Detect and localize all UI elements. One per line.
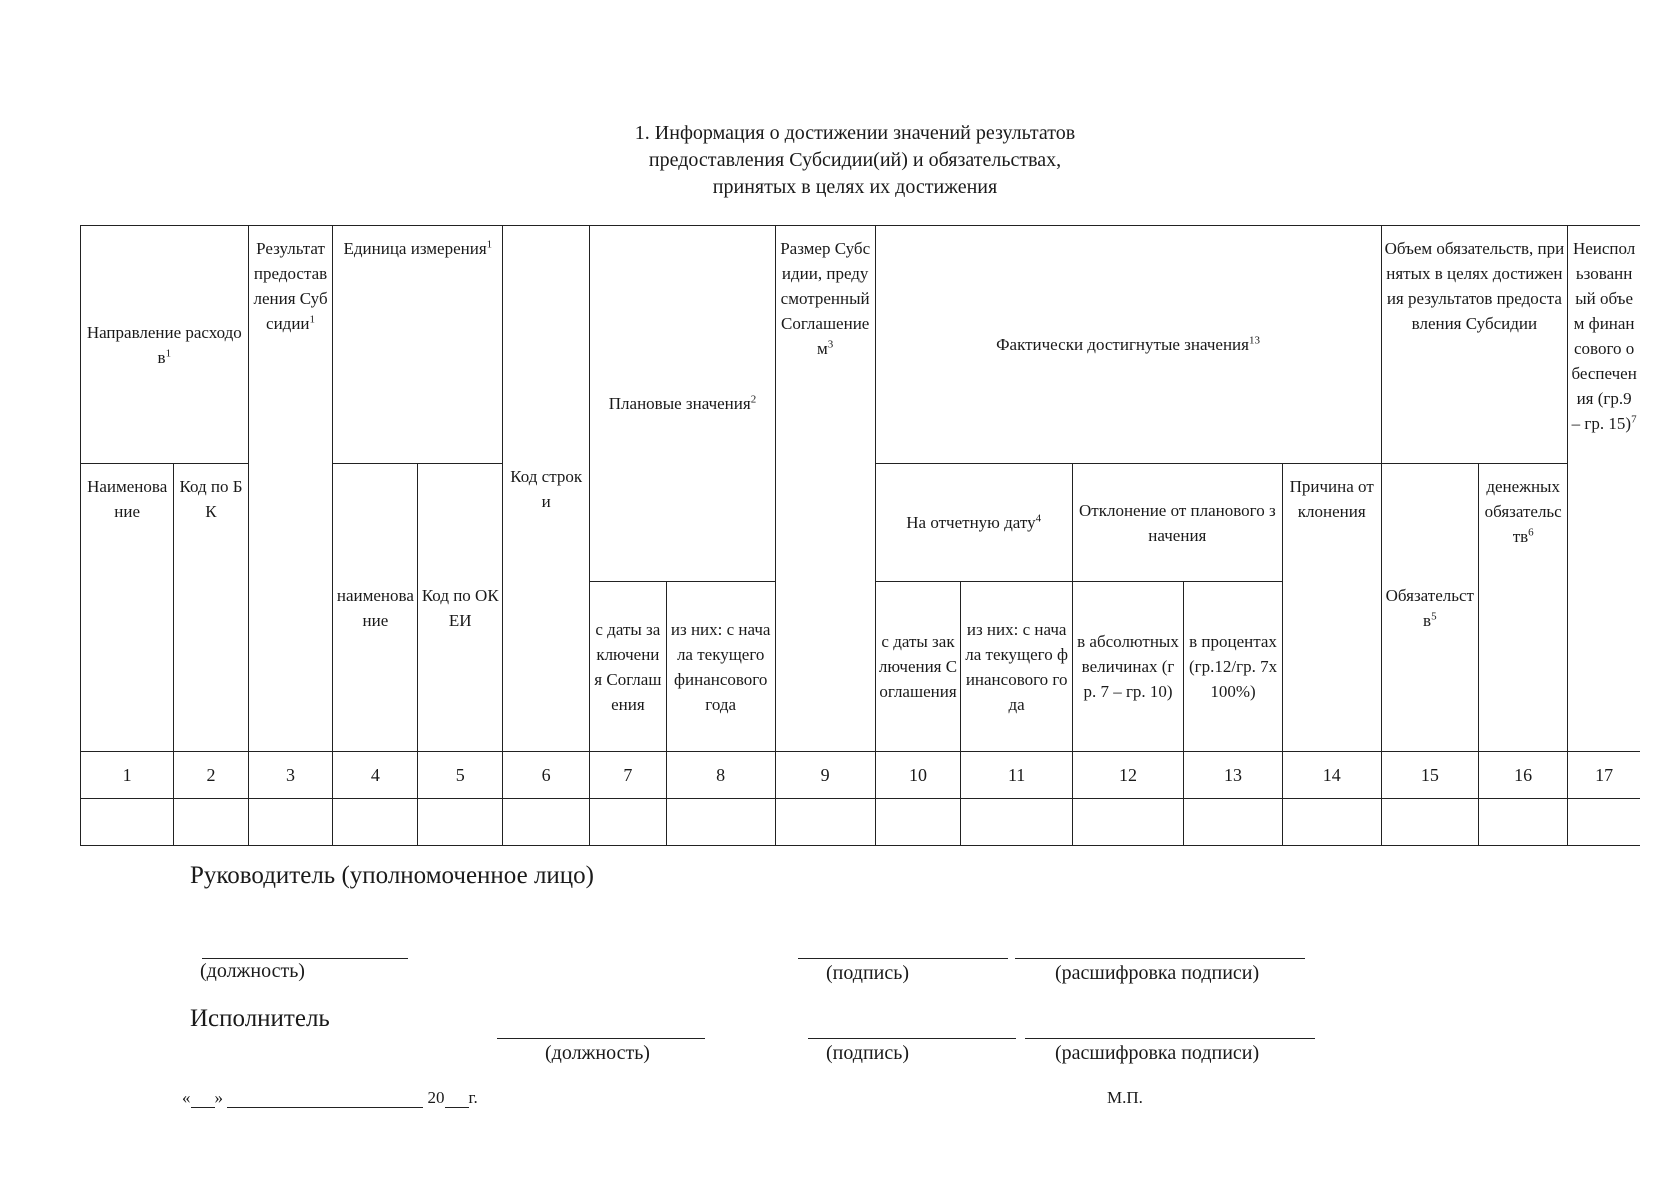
mp-stamp-place: М.П. — [1107, 1088, 1143, 1107]
header-fakt-iz-nih: из них: с начала текущего финансового года — [961, 582, 1072, 752]
title-line-2: предоставления Субсидии(ий) и обязательствах, — [648, 149, 1062, 171]
header-v-absolyutnyh: в абсолютных величинах (гр. 7 – гр. 10) — [1072, 582, 1183, 752]
data-cell[interactable] — [174, 799, 248, 846]
data-cell[interactable] — [875, 799, 961, 846]
column-number-row — [81, 752, 1641, 799]
header-denezhnyh-obyazatelstv: денежных обязательств$^6$ — [1479, 464, 1568, 752]
report-table — [80, 225, 1640, 846]
column-number: 16 — [1479, 752, 1568, 799]
ispolnitel-rasshifrovka-caption: (расшифровка подписи) — [1055, 1042, 1260, 1064]
data-cell[interactable] — [1381, 799, 1479, 846]
header-plan-iz-nih: из них: с начала текущего финансового года — [666, 582, 775, 752]
header-kod-po-bk: Код по БК — [174, 464, 248, 752]
data-cell[interactable] — [248, 799, 333, 846]
date-month-blank[interactable] — [227, 1091, 423, 1108]
header-otklonenie: Отклонение от планового значения — [1072, 464, 1282, 582]
data-cell[interactable] — [961, 799, 1072, 846]
ispolnitel-dolzhnost-caption: (должность) — [545, 1042, 650, 1064]
header-rezultat: Результат предоставления Субсидии$^1$ — [248, 226, 333, 752]
column-number: 11 — [961, 752, 1072, 799]
header-naimenovanie: Наименование — [81, 464, 174, 752]
data-cell[interactable] — [666, 799, 775, 846]
header-ed-naimenovanie: наименование — [333, 464, 418, 752]
rukovoditel-dolzhnost-line[interactable] — [202, 958, 408, 959]
date-year-prefix: 20 — [427, 1088, 445, 1107]
data-cell[interactable] — [418, 799, 503, 846]
header-na-otchetnuyu-datu: На отчетную дату$^4$ — [875, 464, 1072, 582]
header-edinica-izmereniya: Единица измерения$^1$ — [333, 226, 503, 464]
date-year-blank[interactable] — [445, 1091, 469, 1108]
column-number: 13 — [1184, 752, 1283, 799]
header-obyazatelstv: Обязательств$^5$ — [1381, 464, 1479, 752]
data-cell[interactable] — [1282, 799, 1381, 846]
rukovoditel-dolzhnost-caption: (должность) — [200, 960, 305, 982]
column-number: 5 — [418, 752, 503, 799]
data-cell[interactable] — [503, 799, 590, 846]
data-cell[interactable] — [1479, 799, 1568, 846]
column-number: 7 — [590, 752, 666, 799]
date-day-blank[interactable] — [191, 1091, 215, 1108]
rukovoditel-podpis-caption: (подпись) — [826, 962, 910, 984]
column-number: 1 — [81, 752, 174, 799]
rukovoditel-label: Руководитель (уполномоченное лицо) — [190, 862, 595, 889]
rukovoditel-rasshifrovka-caption: (расшифровка подписи) — [1055, 962, 1260, 984]
header-fakticheski-dostignutye: Фактически достигнутые значения$^{13}$ — [875, 226, 1381, 464]
header-fakt-s-daty: с даты заключения Соглашения — [875, 582, 961, 752]
header-planovye-znacheniya: Плановые значения$^2$ — [590, 226, 776, 582]
data-cell[interactable] — [1072, 799, 1183, 846]
column-number: 2 — [174, 752, 248, 799]
form-title — [560, 120, 1150, 201]
column-number: 9 — [775, 752, 875, 799]
data-cell[interactable] — [81, 799, 174, 846]
column-number: 4 — [333, 752, 418, 799]
header-plan-s-daty: с даты заключения Соглашения — [590, 582, 666, 752]
ispolnitel-label: Исполнитель — [190, 1005, 330, 1032]
data-cell[interactable] — [590, 799, 666, 846]
header-napravlenie-raskhodov: Направление расходов$^1$ — [81, 226, 249, 464]
header-razmer-subsidii: Размер Субсидии, предусмотренный Соглашением$^3$ — [775, 226, 875, 752]
column-number: 12 — [1072, 752, 1183, 799]
header-obem-obyazatelstv: Объем обязательств, принятых в целях достижения результатов предоставления Субсидии — [1381, 226, 1568, 464]
header-kod-stroki: Код строки — [503, 226, 590, 752]
data-cell[interactable] — [775, 799, 875, 846]
title-line-1: 1. Информация о достижении значений результатов — [634, 122, 1076, 144]
column-number: 6 — [503, 752, 590, 799]
title-line-3: принятых в целях их достижения — [712, 176, 998, 198]
data-cell[interactable] — [333, 799, 418, 846]
data-entry-row — [81, 799, 1641, 846]
column-number: 8 — [666, 752, 775, 799]
header-v-procentah: в процентах (гр.12/гр. 7х100%) — [1184, 582, 1283, 752]
header-neispolzovannyi-obem: Неиспользованный объем финансового обеспечения (гр.9 – гр. 15)$^7$ — [1568, 226, 1640, 752]
column-number: 17 — [1568, 752, 1640, 799]
rukovoditel-rasshifrovka-line[interactable] — [1015, 958, 1305, 959]
data-cell[interactable] — [1184, 799, 1283, 846]
report-table-wrapper — [80, 225, 1640, 846]
ispolnitel-podpis-line[interactable] — [808, 1038, 1016, 1039]
column-number: 3 — [248, 752, 333, 799]
date-open-quote: « — [182, 1088, 191, 1107]
rukovoditel-podpis-line[interactable] — [798, 958, 1008, 959]
ispolnitel-podpis-caption: (подпись) — [826, 1042, 910, 1064]
date-close-quote: » — [214, 1088, 223, 1107]
column-number: 10 — [875, 752, 961, 799]
data-cell[interactable] — [1568, 799, 1640, 846]
ispolnitel-dolzhnost-line[interactable] — [497, 1038, 705, 1039]
column-number: 15 — [1381, 752, 1479, 799]
date-year-suffix: г. — [468, 1088, 478, 1107]
date-line — [182, 1088, 478, 1108]
header-prichina-otkloneniya: Причина отклонения — [1282, 464, 1381, 752]
ispolnitel-rasshifrovka-line[interactable] — [1025, 1038, 1315, 1039]
column-number: 14 — [1282, 752, 1381, 799]
header-kod-po-okei: Код по ОКЕИ — [418, 464, 503, 752]
